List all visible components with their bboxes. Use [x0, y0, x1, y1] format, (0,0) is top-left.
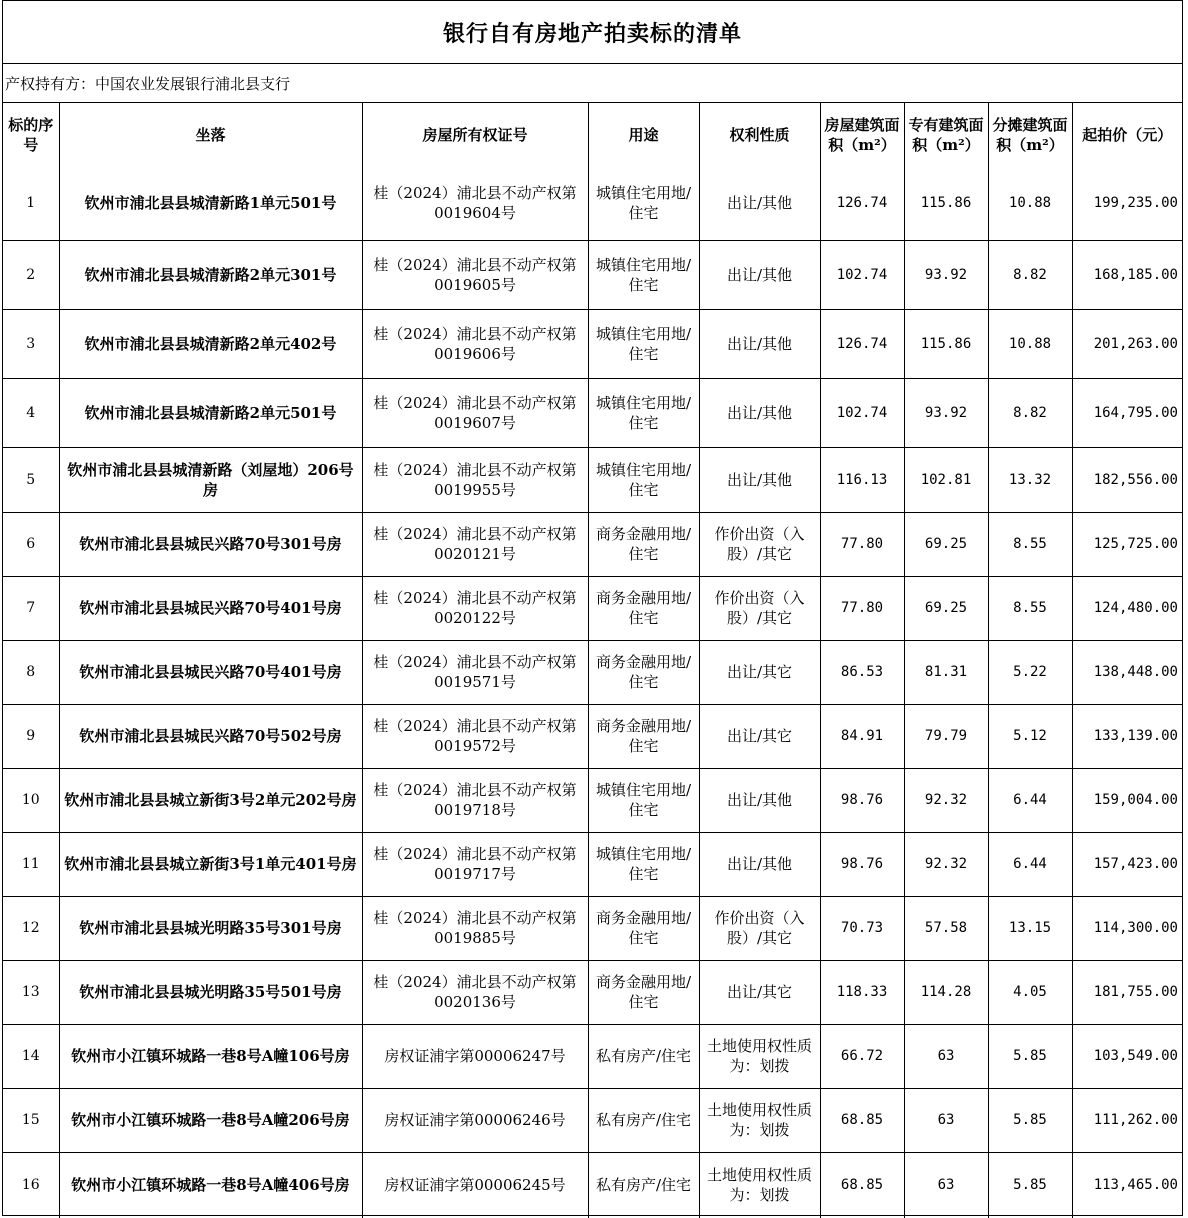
cell-right: 土地使用权性质为：划拨	[699, 1152, 820, 1218]
table-row	[3, 512, 1182, 576]
cell-shared-area: 6.44	[988, 832, 1072, 896]
cell-price: 113,465.00	[1072, 1152, 1182, 1218]
cell-shared-area: 5.85	[988, 1024, 1072, 1088]
cell-gross-area: 98.76	[820, 832, 904, 896]
cell-usage: 商务金融用地/住宅	[588, 576, 699, 640]
cell-usage: 私有房产/住宅	[588, 1024, 699, 1088]
cell-usage: 商务金融用地/住宅	[588, 960, 699, 1024]
page-title: 银行自有房地产拍卖标的清单	[3, 1, 1182, 64]
cell-cert: 桂（2024）浦北县不动产权第0020136号	[362, 960, 588, 1024]
cell-price: 111,262.00	[1072, 1088, 1182, 1152]
cell-index: 3	[3, 309, 59, 378]
cell-right: 作价出资（入股）/其它	[699, 896, 820, 960]
cell-cert: 桂（2024）浦北县不动产权第0019955号	[362, 447, 588, 512]
cell-right: 出让/其他	[699, 167, 820, 240]
cell-shared-area: 8.55	[988, 576, 1072, 640]
cell-location: 钦州市小江镇环城路一巷8号A幢206号房	[59, 1088, 362, 1152]
cell-usage: 私有房产/住宅	[588, 1088, 699, 1152]
cell-shared-area: 4.05	[988, 960, 1072, 1024]
cell-price: 138,448.00	[1072, 640, 1182, 704]
table-row	[3, 704, 1182, 768]
table-row	[3, 378, 1182, 447]
cell-cert: 桂（2024）浦北县不动产权第0020121号	[362, 512, 588, 576]
header-cert: 房屋所有权证号	[362, 103, 588, 167]
cell-location: 钦州市浦北县县城清新路1单元501号	[59, 167, 362, 240]
cell-shared-area: 8.82	[988, 378, 1072, 447]
header-private-area: 专有建筑面积（m²）	[904, 103, 988, 167]
cell-private-area: 63	[904, 1024, 988, 1088]
header-right: 权利性质	[699, 103, 820, 167]
cell-right: 作价出资（入股）/其它	[699, 576, 820, 640]
cell-shared-area: 6.44	[988, 768, 1072, 832]
cell-location: 钦州市浦北县县城民兴路70号401号房	[59, 640, 362, 704]
cell-price: 114,300.00	[1072, 896, 1182, 960]
cell-price: 103,549.00	[1072, 1024, 1182, 1088]
header-row	[3, 103, 1182, 167]
table-row	[3, 1152, 1182, 1218]
cell-private-area: 57.58	[904, 896, 988, 960]
table-row	[3, 640, 1182, 704]
cell-usage: 城镇住宅用地/住宅	[588, 832, 699, 896]
cell-price: 125,725.00	[1072, 512, 1182, 576]
table-row	[3, 1088, 1182, 1152]
cell-shared-area: 13.32	[988, 447, 1072, 512]
cell-cert: 桂（2024）浦北县不动产权第0019604号	[362, 167, 588, 240]
cell-location: 钦州市浦北县县城立新街3号2单元202号房	[59, 768, 362, 832]
cell-price: 182,556.00	[1072, 447, 1182, 512]
cell-cert: 桂（2024）浦北县不动产权第0019718号	[362, 768, 588, 832]
cell-cert: 房权证浦字第00006246号	[362, 1088, 588, 1152]
cell-cert: 桂（2024）浦北县不动产权第0019605号	[362, 240, 588, 309]
header-index: 标的序号	[3, 103, 59, 167]
cell-price: 133,139.00	[1072, 704, 1182, 768]
cell-price: 157,423.00	[1072, 832, 1182, 896]
header-gross-area: 房屋建筑面积（m²）	[820, 103, 904, 167]
cell-private-area: 92.32	[904, 768, 988, 832]
cell-usage: 城镇住宅用地/住宅	[588, 167, 699, 240]
cell-cert: 房权证浦字第00006245号	[362, 1152, 588, 1218]
cell-index: 8	[3, 640, 59, 704]
cell-index: 1	[3, 167, 59, 240]
cell-price: 124,480.00	[1072, 576, 1182, 640]
cell-gross-area: 66.72	[820, 1024, 904, 1088]
cell-price: 201,263.00	[1072, 309, 1182, 378]
cell-right: 出让/其他	[699, 378, 820, 447]
table-row	[3, 768, 1182, 832]
cell-cert: 桂（2024）浦北县不动产权第0019572号	[362, 704, 588, 768]
table-row	[3, 896, 1182, 960]
cell-usage: 商务金融用地/住宅	[588, 640, 699, 704]
cell-right: 土地使用权性质为：划拨	[699, 1024, 820, 1088]
cell-usage: 城镇住宅用地/住宅	[588, 240, 699, 309]
cell-right: 出让/其它	[699, 960, 820, 1024]
cell-private-area: 69.25	[904, 576, 988, 640]
cell-price: 199,235.00	[1072, 167, 1182, 240]
header-shared-area: 分摊建筑面积（m²）	[988, 103, 1072, 167]
table-row	[3, 1024, 1182, 1088]
cell-gross-area: 98.76	[820, 768, 904, 832]
cell-cert: 桂（2024）浦北县不动产权第0019885号	[362, 896, 588, 960]
cell-right: 土地使用权性质为：划拨	[699, 1088, 820, 1152]
table-row	[3, 309, 1182, 378]
cell-cert: 桂（2024）浦北县不动产权第0019571号	[362, 640, 588, 704]
cell-right: 出让/其他	[699, 447, 820, 512]
cell-price: 168,185.00	[1072, 240, 1182, 309]
cell-location: 钦州市浦北县县城立新街3号1单元401号房	[59, 832, 362, 896]
cell-shared-area: 5.85	[988, 1152, 1072, 1218]
cell-gross-area: 126.74	[820, 309, 904, 378]
cell-index: 16	[3, 1152, 59, 1218]
cell-private-area: 69.25	[904, 512, 988, 576]
cell-cert: 桂（2024）浦北县不动产权第0019607号	[362, 378, 588, 447]
table-row	[3, 240, 1182, 309]
cell-gross-area: 68.85	[820, 1088, 904, 1152]
cell-cert: 房权证浦字第00006247号	[362, 1024, 588, 1088]
cell-gross-area: 126.74	[820, 167, 904, 240]
cell-cert: 桂（2024）浦北县不动产权第0019606号	[362, 309, 588, 378]
cell-right: 出让/其他	[699, 768, 820, 832]
table-row	[3, 167, 1182, 240]
cell-private-area: 115.86	[904, 167, 988, 240]
cell-index: 9	[3, 704, 59, 768]
cell-index: 2	[3, 240, 59, 309]
cell-gross-area: 68.85	[820, 1152, 904, 1218]
cell-gross-area: 84.91	[820, 704, 904, 768]
table-row	[3, 832, 1182, 896]
cell-private-area: 81.31	[904, 640, 988, 704]
cell-location: 钦州市小江镇环城路一巷8号A幢406号房	[59, 1152, 362, 1218]
cell-shared-area: 5.85	[988, 1088, 1072, 1152]
cell-right: 出让/其他	[699, 832, 820, 896]
cell-usage: 城镇住宅用地/住宅	[588, 309, 699, 378]
cell-right: 出让/其它	[699, 704, 820, 768]
cell-gross-area: 116.13	[820, 447, 904, 512]
cell-gross-area: 86.53	[820, 640, 904, 704]
cell-shared-area: 13.15	[988, 896, 1072, 960]
auction-list-sheet	[2, 0, 1183, 1216]
cell-location: 钦州市浦北县县城光明路35号301号房	[59, 896, 362, 960]
cell-index: 15	[3, 1088, 59, 1152]
cell-index: 10	[3, 768, 59, 832]
cell-private-area: 93.92	[904, 240, 988, 309]
cell-index: 11	[3, 832, 59, 896]
cell-cert: 桂（2024）浦北县不动产权第0019717号	[362, 832, 588, 896]
cell-gross-area: 77.80	[820, 512, 904, 576]
cell-shared-area: 10.88	[988, 309, 1072, 378]
cell-gross-area: 102.74	[820, 240, 904, 309]
cell-private-area: 93.92	[904, 378, 988, 447]
cell-shared-area: 8.55	[988, 512, 1072, 576]
cell-gross-area: 102.74	[820, 378, 904, 447]
cell-location: 钦州市浦北县县城民兴路70号301号房	[59, 512, 362, 576]
table-body	[3, 167, 1182, 1218]
owner-line: 产权持有方：中国农业发展银行浦北县支行	[3, 64, 1182, 103]
cell-index: 14	[3, 1024, 59, 1088]
table-row	[3, 960, 1182, 1024]
cell-index: 12	[3, 896, 59, 960]
header-location: 坐落	[59, 103, 362, 167]
cell-location: 钦州市浦北县县城清新路2单元402号	[59, 309, 362, 378]
cell-location: 钦州市浦北县县城清新路（刘屋地）206号房	[59, 447, 362, 512]
cell-right: 作价出资（入股）/其它	[699, 512, 820, 576]
header-usage: 用途	[588, 103, 699, 167]
auction-table	[3, 103, 1182, 1218]
cell-cert: 桂（2024）浦北县不动产权第0020122号	[362, 576, 588, 640]
cell-location: 钦州市浦北县县城民兴路70号502号房	[59, 704, 362, 768]
cell-price: 159,004.00	[1072, 768, 1182, 832]
cell-location: 钦州市浦北县县城清新路2单元301号	[59, 240, 362, 309]
cell-usage: 私有房产/住宅	[588, 1152, 699, 1218]
cell-shared-area: 8.82	[988, 240, 1072, 309]
cell-gross-area: 77.80	[820, 576, 904, 640]
cell-usage: 城镇住宅用地/住宅	[588, 378, 699, 447]
cell-index: 4	[3, 378, 59, 447]
cell-shared-area: 10.88	[988, 167, 1072, 240]
cell-location: 钦州市浦北县县城光明路35号501号房	[59, 960, 362, 1024]
cell-right: 出让/其他	[699, 309, 820, 378]
cell-price: 164,795.00	[1072, 378, 1182, 447]
cell-private-area: 79.79	[904, 704, 988, 768]
cell-private-area: 115.86	[904, 309, 988, 378]
cell-right: 出让/其他	[699, 240, 820, 309]
cell-private-area: 63	[904, 1152, 988, 1218]
cell-right: 出让/其它	[699, 640, 820, 704]
cell-usage: 商务金融用地/住宅	[588, 704, 699, 768]
cell-usage: 城镇住宅用地/住宅	[588, 447, 699, 512]
cell-usage: 城镇住宅用地/住宅	[588, 768, 699, 832]
cell-private-area: 102.81	[904, 447, 988, 512]
cell-index: 7	[3, 576, 59, 640]
cell-location: 钦州市小江镇环城路一巷8号A幢106号房	[59, 1024, 362, 1088]
header-price: 起拍价（元）	[1072, 103, 1182, 167]
table-row	[3, 447, 1182, 512]
cell-gross-area: 70.73	[820, 896, 904, 960]
cell-usage: 商务金融用地/住宅	[588, 896, 699, 960]
cell-index: 6	[3, 512, 59, 576]
cell-gross-area: 118.33	[820, 960, 904, 1024]
cell-location: 钦州市浦北县县城清新路2单元501号	[59, 378, 362, 447]
cell-private-area: 92.32	[904, 832, 988, 896]
cell-location: 钦州市浦北县县城民兴路70号401号房	[59, 576, 362, 640]
cell-shared-area: 5.22	[988, 640, 1072, 704]
cell-private-area: 114.28	[904, 960, 988, 1024]
cell-index: 5	[3, 447, 59, 512]
table-row	[3, 576, 1182, 640]
cell-index: 13	[3, 960, 59, 1024]
cell-private-area: 63	[904, 1088, 988, 1152]
cell-usage: 商务金融用地/住宅	[588, 512, 699, 576]
cell-shared-area: 5.12	[988, 704, 1072, 768]
cell-price: 181,755.00	[1072, 960, 1182, 1024]
